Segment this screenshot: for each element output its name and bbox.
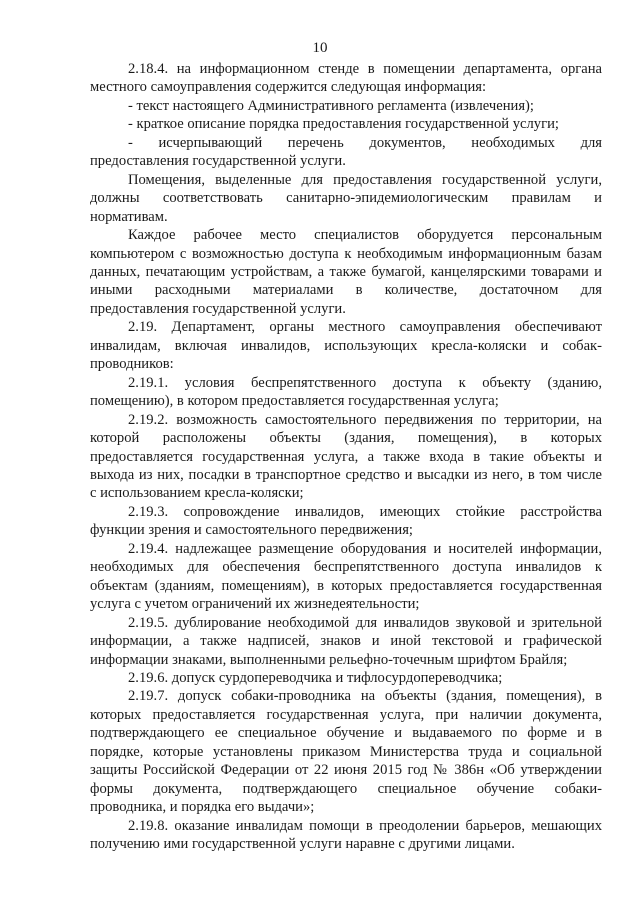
text-line: необходимых для обеспечения беспрепятственного доступа инвалидов к — [90, 559, 602, 576]
text-line: 2.19. Департамент, органы местного самоуправления обеспечивают — [128, 319, 602, 336]
text-line: предоставления государственной услуги. — [90, 153, 346, 170]
text-line: которых предоставляется государственная услуга, при наличии документа, — [90, 706, 602, 723]
paragraph-item-regulation-text — [90, 97, 602, 115]
paragraph-p-2-19-1 — [90, 374, 602, 411]
text-line: 2.19.4. надлежащее размещение оборудования и носителей информации, — [128, 540, 602, 557]
text-line: Помещения, выделенные для предоставления государственной услуги, — [128, 171, 602, 188]
text-line: инвалидам, включая инвалидов, использующих кресла-коляски и собак- — [90, 337, 602, 354]
text-line: компьютером с возможностью доступа к необходимым информационным базам — [90, 245, 602, 262]
paragraph-p-2-19-7 — [90, 687, 602, 816]
text-line: данных, печатающим устройствам, а также бумагой, канцелярскими товарами и — [90, 263, 602, 280]
text-line: 2.18.4. на информационном стенде в помещении департамента, органа — [128, 61, 602, 77]
paragraph-p-premises — [90, 171, 602, 226]
text-line: 2.19.7. допуск собаки-проводника на объекты (здания, помещения), в — [128, 688, 602, 705]
paragraph-p-2-19-8 — [90, 817, 602, 854]
text-line: информации знаками, выполненными рельефно-точечным шрифтом Брайля; — [90, 651, 568, 668]
text-line: - текст настоящего Административного регламента (извлечения); — [128, 97, 534, 114]
text-line: формы документа, подтверждающего специальное обучение собаки- — [90, 780, 602, 797]
text-line: с использованием кресла-коляски; — [90, 485, 304, 502]
text-line: проводников: — [90, 356, 174, 373]
paragraph-p-2-19-3 — [90, 503, 602, 540]
text-line: 2.19.2. возможность самостоятельного передвижения по территории, на — [128, 411, 602, 428]
text-line: нормативам. — [90, 208, 168, 225]
text-line: получению ими государственной услуги наравне с другими лицами. — [90, 836, 515, 853]
text-line: защиты Российской Федерации от 22 июня 2015 год № 386н «Об утверждении — [90, 762, 602, 779]
text-line: информации, а также надписей, знаков и иной текстовой и графической — [90, 633, 602, 650]
text-line: - исчерпывающий перечень документов, необходимых для — [128, 134, 602, 151]
paragraph-item-short-description — [90, 115, 602, 133]
page-number: 10 — [312, 40, 328, 56]
text-line: 2.19.3. сопровождение инвалидов, имеющих стойкие расстройства — [128, 503, 602, 520]
text-line: 2.19.6. допуск сурдопереводчика и тифлосурдопереводчика; — [128, 669, 503, 686]
text-line: которой расположены объекты (здания, помещения), в которых — [90, 430, 602, 447]
text-line: порядке, которые установлены приказом Министерства труда и социальной — [90, 743, 602, 760]
paragraph-p-2-19-2 — [90, 411, 602, 503]
text-line: подтверждающего ее специальное обучение и выдаваемого по форме и в — [90, 725, 602, 742]
paragraph-p-2-19 — [90, 318, 602, 373]
text-line: Каждое рабочее место специалистов оборудуется персональным — [128, 227, 602, 244]
text-line: проводника, и порядка его выдачи»; — [90, 799, 315, 816]
text-line: иными расходными материалами в количестве, достаточном для — [90, 282, 602, 299]
text-line: - краткое описание порядка предоставления государственной услуги; — [128, 116, 559, 133]
text-line: предоставляется государственная услуга, а также входа в такие объекты и — [90, 448, 602, 465]
text-line: местного самоуправления содержится следующая информация: — [90, 79, 487, 96]
paragraph-p-2-19-4 — [90, 540, 602, 614]
paragraph-p-2-18-4 — [90, 60, 602, 97]
document-body — [90, 60, 602, 853]
paragraph-item-documents-list — [90, 134, 602, 171]
text-line: 2.19.8. оказание инвалидам помощи в преодолении барьеров, мешающих — [128, 817, 602, 834]
paragraph-p-2-19-5 — [90, 614, 602, 669]
text-line: функции зрения и самостоятельного передвижения; — [90, 522, 413, 539]
text-line: 2.19.1. условия беспрепятственного доступа к объекту (зданию, — [128, 374, 602, 391]
text-line: выхода из них, посадки в транспортное средство и высадки из него, в том числе — [90, 466, 602, 483]
text-line: объектам (зданиям, помещениям), в которых предоставляется государственная — [90, 577, 602, 594]
text-line: помещению), в котором предоставляется государственная услуга; — [90, 393, 499, 410]
text-line: должны соответствовать санитарно-эпидемиологическим правилам и — [90, 190, 602, 207]
text-line: услуга с учетом ограничений их жизнедеятельности; — [90, 596, 420, 613]
text-line: предоставления государственной услуги. — [90, 300, 346, 317]
paragraph-p-workplace — [90, 226, 602, 318]
paragraph-p-2-19-6 — [90, 669, 602, 687]
text-line: 2.19.5. дублирование необходимой для инвалидов звуковой и зрительной — [128, 614, 602, 631]
